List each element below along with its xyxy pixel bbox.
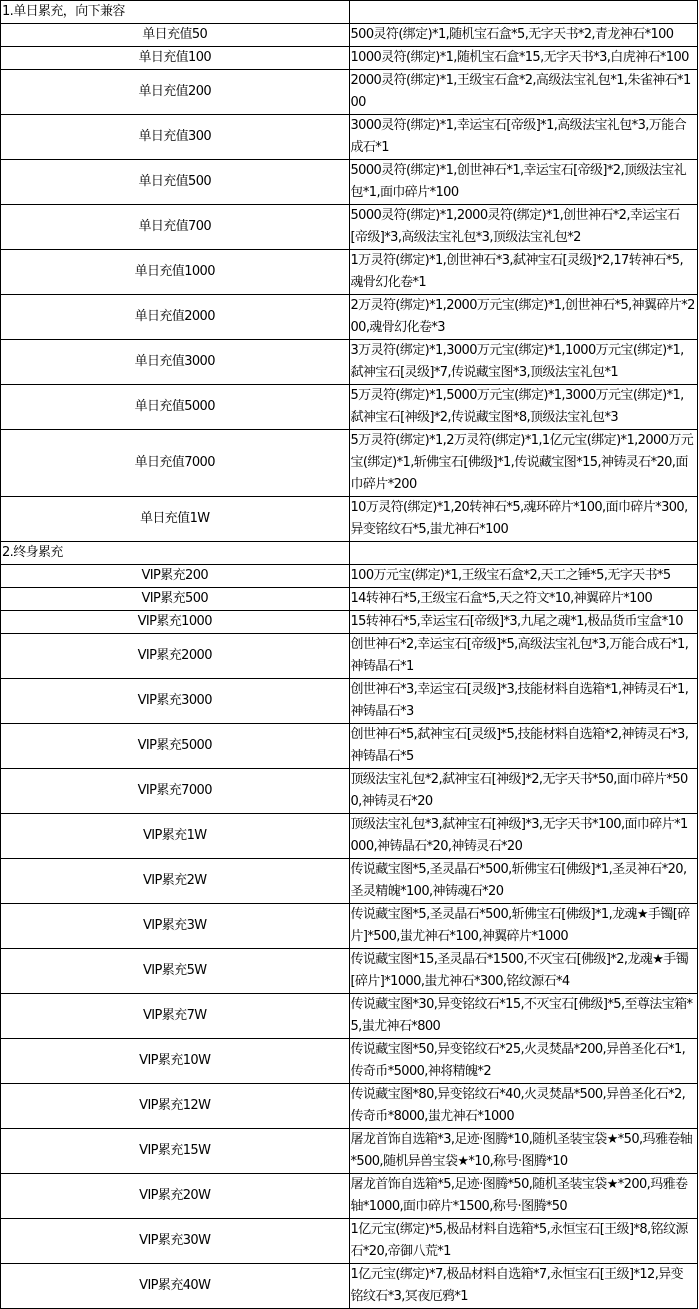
reward-description: 500灵符(绑定)*1,随机宝石盒*5,无字天书*2,青龙神石*100	[349, 24, 698, 47]
table-row	[1, 1174, 698, 1219]
table-row	[1, 430, 698, 497]
reward-description: 2万灵符(绑定)*1,2000万元宝(绑定)*1,创世神石*5,神翼碎片*200,魂骨幻化卷*3	[349, 295, 698, 340]
tier-label: VIP累充2W	[1, 859, 350, 904]
reward-description: 传说藏宝图*50,异变铭纹石*25,火灵焚晶*200,异兽圣化石*1,传奇币*5000,神将精魄*2	[349, 1039, 698, 1084]
reward-description: 5万灵符(绑定)*1,5000万元宝(绑定)*1,3000万元宝(绑定)*1,弑神宝石[神级]*2,传说藏宝图*8,顶级法宝礼包*3	[349, 385, 698, 430]
table-row	[1, 565, 698, 588]
table-row	[1, 994, 698, 1039]
table-row	[1, 949, 698, 994]
tier-label: 单日充值2000	[1, 295, 350, 340]
table-row	[1, 1219, 698, 1264]
table-row	[1, 904, 698, 949]
tier-label: VIP累充30W	[1, 1219, 350, 1264]
tier-label: VIP累充15W	[1, 1129, 350, 1174]
table-row	[1, 1084, 698, 1129]
tier-label: VIP累充500	[1, 588, 350, 611]
table-row	[1, 1039, 698, 1084]
empty-cell	[349, 542, 698, 565]
tier-label: VIP累充1W	[1, 814, 350, 859]
empty-cell	[349, 1, 698, 24]
tier-label: VIP累充1000	[1, 611, 350, 634]
reward-description: 3万灵符(绑定)*1,3000万元宝(绑定)*1,1000万元宝(绑定)*1,弑神宝石[灵级]*7,传说藏宝图*3,顶级法宝礼包*1	[349, 340, 698, 385]
table-row	[1, 47, 698, 70]
reward-description: 2000灵符(绑定)*1,王级宝石盒*2,高级法宝礼包*1,朱雀神石*100	[349, 70, 698, 115]
reward-description: 创世神石*3,幸运宝石[灵级]*3,技能材料自选箱*1,神铸灵石*1,神铸晶石*3	[349, 679, 698, 724]
tier-label: 单日充值500	[1, 160, 350, 205]
tier-label: 单日充值1W	[1, 497, 350, 542]
reward-description: 10万灵符(绑定)*1,20转神石*5,魂环碎片*100,面巾碎片*300,异变铭纹石*5,蚩尤神石*100	[349, 497, 698, 542]
reward-description: 14转神石*5,王级宝石盒*5,天之符文*10,神翼碎片*100	[349, 588, 698, 611]
tier-label: 单日充值300	[1, 115, 350, 160]
reward-description: 15转神石*5,幸运宝石[帝级]*3,九尾之魂*1,极品货币宝盒*10	[349, 611, 698, 634]
tier-label: VIP累充7W	[1, 994, 350, 1039]
reward-description: 传说藏宝图*30,异变铭纹石*15,不灭宝石[佛级]*5,至尊法宝箱*5,蚩尤神石*800	[349, 994, 698, 1039]
table-row	[1, 205, 698, 250]
tier-label: VIP累充20W	[1, 1174, 350, 1219]
reward-description: 5000灵符(绑定)*1,2000灵符(绑定)*1,创世神石*2,幸运宝石[帝级]*3,高级法宝礼包*3,顶级法宝礼包*2	[349, 205, 698, 250]
tier-label: 单日充值1000	[1, 250, 350, 295]
reward-description: 创世神石*2,幸运宝石[帝级]*5,高级法宝礼包*3,万能合成石*1,神铸晶石*1	[349, 634, 698, 679]
reward-description: 传说藏宝图*80,异变铭纹石*40,火灵焚晶*500,异兽圣化石*2,传奇币*8000,蚩尤神石*1000	[349, 1084, 698, 1129]
tier-label: 单日充值3000	[1, 340, 350, 385]
tier-label: 单日充值100	[1, 47, 350, 70]
tier-label: VIP累充7000	[1, 769, 350, 814]
reward-description: 1000灵符(绑定)*1,随机宝石盒*15,无字天书*3,白虎神石*100	[349, 47, 698, 70]
table-row	[1, 160, 698, 205]
table-row	[1, 724, 698, 769]
section-title: 2.终身累充	[1, 542, 350, 565]
tier-label: VIP累充5000	[1, 724, 350, 769]
reward-description: 100万元宝(绑定)*1,王级宝石盒*2,天工之锤*5,无字天书*5	[349, 565, 698, 588]
table-row	[1, 115, 698, 160]
table-row	[1, 679, 698, 724]
tier-label: 单日充值7000	[1, 430, 350, 497]
tier-label: 单日充值50	[1, 24, 350, 47]
reward-description: 创世神石*5,弑神宝石[灵级]*5,技能材料自选箱*2,神铸灵石*3,神铸晶石*5	[349, 724, 698, 769]
table-row	[1, 611, 698, 634]
tier-label: VIP累充40W	[1, 1264, 350, 1309]
table-row	[1, 70, 698, 115]
tier-label: VIP累充10W	[1, 1039, 350, 1084]
table-row	[1, 588, 698, 611]
table-row	[1, 634, 698, 679]
reward-description: 传说藏宝图*5,圣灵晶石*500,斩佛宝石[佛级]*1,圣灵神石*20,圣灵精魄*100,神铸魂石*20	[349, 859, 698, 904]
reward-description: 屠龙首饰自选箱*5,足迹·图腾*50,随机圣装宝袋★*200,玛雅卷轴*1000,面巾碎片*1500,称号·图腾*50	[349, 1174, 698, 1219]
tier-label: 单日充值5000	[1, 385, 350, 430]
table-row	[1, 24, 698, 47]
table-row	[1, 1129, 698, 1174]
table-row	[1, 814, 698, 859]
tier-label: 单日充值200	[1, 70, 350, 115]
reward-description: 顶级法宝礼包*2,弑神宝石[神级]*2,无字天书*50,面巾碎片*500,神铸灵石*20	[349, 769, 698, 814]
table-row	[1, 385, 698, 430]
reward-description: 3000灵符(绑定)*1,幸运宝石[帝级]*1,高级法宝礼包*3,万能合成石*1	[349, 115, 698, 160]
reward-description: 1亿元宝(绑定)*5,极品材料自选箱*5,永恒宝石[王级]*8,铭纹源石*20,帝御八荒*1	[349, 1219, 698, 1264]
reward-description: 1亿元宝(绑定)*7,极品材料自选箱*7,永恒宝石[王级]*12,异变铭纹石*3,冥夜厄鸦*1	[349, 1264, 698, 1309]
table-row	[1, 1264, 698, 1309]
reward-description: 1万灵符(绑定)*1,创世神石*3,弑神宝石[灵级]*2,17转神石*5,魂骨幻化卷*1	[349, 250, 698, 295]
tier-label: VIP累充200	[1, 565, 350, 588]
tier-label: 单日充值700	[1, 205, 350, 250]
reward-description: 5000灵符(绑定)*1,创世神石*1,幸运宝石[帝级]*2,顶级法宝礼包*1,面巾碎片*100	[349, 160, 698, 205]
tier-label: VIP累充3W	[1, 904, 350, 949]
section-title: 1.单日累充，向下兼容	[1, 1, 350, 24]
reward-description: 传说藏宝图*15,圣灵晶石*1500,不灭宝石[佛级]*2,龙魂★手镯[碎片]*1000,蚩尤神石*300,铭纹源石*4	[349, 949, 698, 994]
table-row	[1, 769, 698, 814]
table-row	[1, 340, 698, 385]
reward-description: 5万灵符(绑定)*1,2万灵符(绑定)*1,1亿元宝(绑定)*1,2000万元宝(绑定)*1,斩佛宝石[佛级]*1,传说藏宝图*15,神铸灵石*20,面巾碎片*200	[349, 430, 698, 497]
tier-label: VIP累充12W	[1, 1084, 350, 1129]
section-header-row	[1, 542, 698, 565]
table-row	[1, 295, 698, 340]
reward-description: 顶级法宝礼包*3,弑神宝石[神级]*3,无字天书*100,面巾碎片*1000,神铸晶石*20,神铸灵石*20	[349, 814, 698, 859]
tier-label: VIP累充5W	[1, 949, 350, 994]
section-header-row	[1, 1, 698, 24]
tier-label: VIP累充2000	[1, 634, 350, 679]
table-row	[1, 497, 698, 542]
tier-label: VIP累充3000	[1, 679, 350, 724]
table-row	[1, 250, 698, 295]
table-row	[1, 859, 698, 904]
reward-description: 屠龙首饰自选箱*3,足迹·图腾*10,随机圣装宝袋★*50,玛雅卷轴*500,随机异兽宝袋★*10,称号·图腾*10	[349, 1129, 698, 1174]
reward-description: 传说藏宝图*5,圣灵晶石*500,斩佛宝石[佛级]*1,龙魂★手镯[碎片]*500,蚩尤神石*100,神翼碎片*1000	[349, 904, 698, 949]
